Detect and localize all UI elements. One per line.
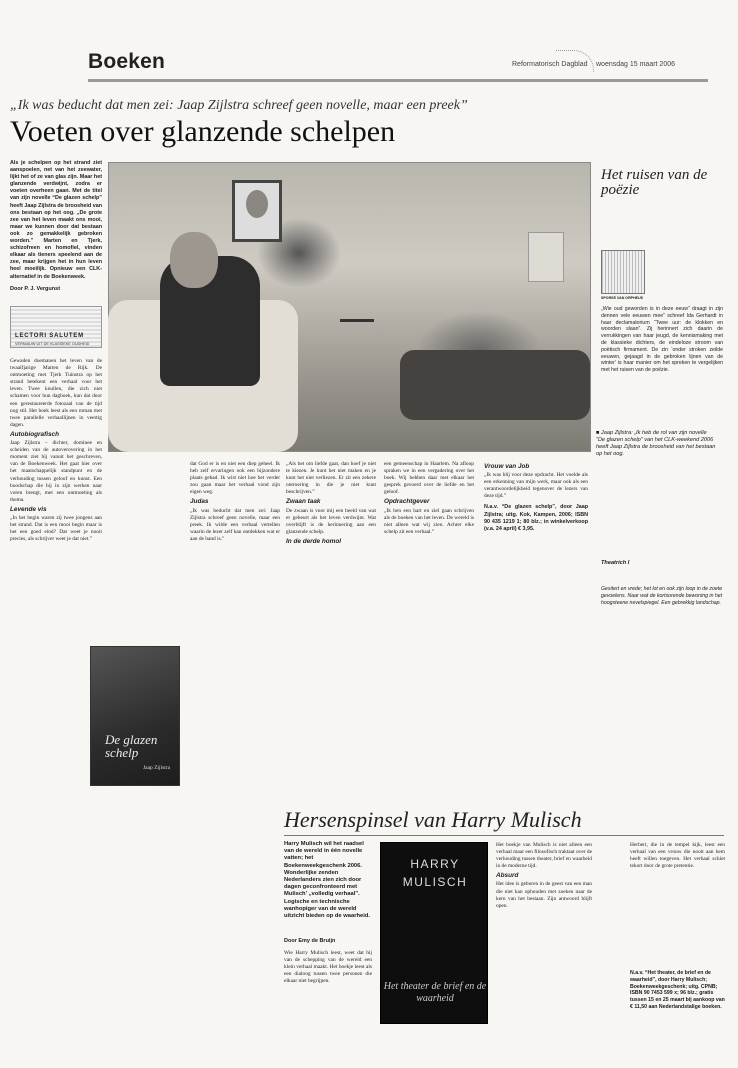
book-cover-author: Jaap Zijlstra xyxy=(143,765,171,771)
column-2-text-b: „Ik was beducht dat men zei: Jaap Zijlstra schreef geen novelle, maar een preek. Ik wilde een verhaal vertellen waarin de lezer zelf kan ontdekken wat er aan de hand is.” xyxy=(190,507,280,542)
subhead-vrouw-van-job: Vrouw van Job xyxy=(484,463,530,470)
harp-illustration xyxy=(601,250,645,294)
book-cover-author-last: MULISCH xyxy=(402,875,468,889)
article-kicker: „Ik was beducht dat men zei: Jaap Zijlstra schreef geen novelle, maar een preek” xyxy=(10,98,468,113)
book-info: N.a.v. “De glazen schelp”, door Jaap Zijlstra; uitg. Kok, Kampen, 2006; ISBN 90 435 1219 1; 80 blz.; in winkelverkoop (v.a. 24 april) € 3,95. xyxy=(484,504,588,532)
column-1-text: Gewaden doemanen het leven van de twaalfjarige Marten de Rijk. De ontmoeting met Tjerk Tuinstra op het strand betekent een verhaal voor het leven. Twee knullen, die zich niet schamen voor hun dagboek, kun dat door een gerestaureerde fotozaal van de tijd nog stil. Het boek leest als een roman met twee parallelle verhaallijnen in veertig dagen. xyxy=(10,358,102,428)
photo-lamp xyxy=(528,232,564,282)
second-column-a: Wie Harry Mulisch leest, weet dat hij van de schepping van de wereld een klein verhaal maakt. Het boekje leest als een dialoog tussen twee personen die elkaar niet begrijpen. xyxy=(284,950,372,985)
subhead-autobiografisch: Autobiografisch xyxy=(10,430,59,438)
book-cover-title: Het theater de brief en de waarheid xyxy=(383,981,487,1004)
second-column-b-text: Het boekje van Mulisch is niet alleen een verhaal maar een filosofisch traktaat over de verhouding tussen theater, brief en waarheid in de moderne tijd. xyxy=(496,842,592,870)
column-1-text-b: Jaap Zijlstra – dichter, dominee en scheiden van de autoverovering in het moment ziet hij vanuit het geschreven, van de Boekenweek. Het gaat hier over het maatschappelijk standpunt en de verhouding tussen geloof en kunst. Een boodschap die hij in zijn werken naar voren brengt, met een ontmoeting als thema. xyxy=(10,440,102,503)
column-2-text: dat God er is en niet een diep geheel. Ik heb zelf ervaringen ook een bijzondere plaats gehad. Ik wist niet hoe het verder zou gaan maar het verhaal vond zijn eigen weg. xyxy=(190,461,280,496)
column-2 xyxy=(190,461,280,631)
column-5 xyxy=(484,461,588,801)
section-title: Boeken xyxy=(88,50,166,73)
photo-caption: ■ Jaap Zijlstra: „Ik heb de rol van zijn novelle “De glazen schelp” van het CLK-weekend 2006 heeft Jaap Zijlstra de broosheid van het bestaan op het oog. xyxy=(596,430,716,457)
sidebar-author: Theatrich I xyxy=(601,560,630,566)
column-4-text: een gemeenschap in Haarlem. Na afloop spraken we in een vergadering over het boek. Wij hebben daar met elkaar het gesprek gevoerd over de liefde en het geloof. xyxy=(384,461,474,496)
lectori-salutem-logo xyxy=(10,306,102,348)
second-byline: Door Emy de Bruijn xyxy=(284,938,336,944)
subhead-absurd: Absurd xyxy=(496,872,519,880)
header-rule xyxy=(88,79,708,82)
logo-subtitle: VERNIAUW UIT DE KLASSIEKE OUDHEID xyxy=(15,342,90,346)
column-3-text-b: De zwaan is voor mij een beeld van wat er gebeurt als het leven verdwijnt. Wat overblijft is de herinnering aan een glanzende schelp. xyxy=(286,507,376,535)
second-column-c-text: Het idee is geboren in de geest van een man die niet kan ophouden met zoeken naar de kern van het bestaan. Zijn antwoord blijft open. xyxy=(496,881,592,909)
second-footnote: N.a.v. “Het theater, de brief en de waarheid”, door Harry Mulisch; Boekenweekgeschenk; uitg. CPNB; ISBN 90 7453 599 x; 96 blz.; gratis tussen 15 en 25 maart bij aankoop van € 11,50 aan Nederlandstalige boeken. xyxy=(630,970,725,1010)
subhead-levende-vis: Levende vis xyxy=(10,505,47,513)
column-1 xyxy=(10,358,102,1018)
second-headline-rule xyxy=(284,835,724,836)
second-headline: Hersenspinsel van Harry Mulisch xyxy=(284,807,582,832)
column-3 xyxy=(286,461,376,801)
sidebar-text: „Wie oud geworden is in deze eeuw” draagt in zijn dennen vele eeuwen mee” schreef Ida Gerhardt in haar declamatorium “Twee uur: de klokken en woorden slaan”. Zij herinnert zich daarin de verrukkingen van haar jeugd, de kennismaking met de klassieke dichters, de eindeloze stroom van poëtisch firmament. De zin ‘onder stroken zeilde eeuwen, gejaagd in de gebroken lijnen van de winter’ is haar manier om het spreken te vergelijken met het ruisen van de poëzie. xyxy=(601,306,723,374)
column-1-text-c: „In het begin waren zij twee jongens aan het strand. Dat is een mooi begin maar is het een goed eind? Dat weet je nooit precies, als schrijver weet je dat niet.” xyxy=(10,514,102,543)
article-headline: Voeten over glanzende schelpen xyxy=(10,115,396,148)
photo-portrait-face xyxy=(246,190,268,218)
newspaper-name: Reformatorisch Dagblad xyxy=(512,61,588,68)
column-5-text: „Ik was blij voor deze opdracht. Het voelde als een erkenning van mijn werk, maar ook als een verantwoordelijkheid tegenover de lezers van deze tijd.” xyxy=(484,472,588,500)
column-4 xyxy=(384,461,474,801)
logo-title: LECTORI SALUTEM xyxy=(15,333,84,339)
book-cover-mulisch xyxy=(380,842,488,1024)
article-byline: Door P. J. Vergunst xyxy=(10,286,61,292)
subhead-zwaan-taak: Zwaan taak xyxy=(286,498,321,506)
subhead-judas: Judas xyxy=(190,498,209,506)
second-column-d: Herbert, die in de tempel kijk, leest een verhaal van een vrouw die nooit aan hem heeft willen toegeven. Het verhaal schiet tekort door de grote pretentie. xyxy=(630,842,725,870)
column-4-text-b: „Ik ben een hart en ziel gaan schrijven als de boeken van het leven. De wereld is niet alleen wat wij zien. Achter elke schelp zit een verhaal.” xyxy=(384,507,474,535)
photo-horse-statue xyxy=(340,296,374,322)
subhead-opdrachtgever: Opdrachtgever xyxy=(384,498,430,506)
second-column-b xyxy=(496,842,592,1022)
sidebar-title: Het ruisen van de poëzie xyxy=(601,167,708,198)
publication-date: woensdag 15 maart 2006 xyxy=(596,61,675,68)
harp-caption: SPORSE VAN ORPHEUS xyxy=(601,296,644,300)
article-intro: Als je schelpen op het strand ziet aanspoelen, net van het zeewater, lijkt het of ze van glas zijn. Maar het glanzende verdwijnt, zodra er voeten overheen gaan. Met de titel van zijn novelle “De glazen schelp” heeft Jaap Zijlstra de broosheid van ons bestaan op het oog. „De grote zee van het leven maakt ons mooi, maar we kunnen door dat bestaan ook zo gemakkelijk gebroken worden.” Marten en Tjerk, schizofreen en homofiel, vinden elkaar als tieners speelend aan de zee, maar krijgen het in hun leven heel moeilijk. Opnieuw een CLK-alternatief in de Boekenweek. xyxy=(10,160,102,280)
column-3-text: „Als het om liefde gaat, dan hoef je niet te kiezen. Je kunt het niet maken en je kunt het niet verliezen. Er zit een zekere ontroering in die je niet kunt beschrijven.” xyxy=(286,461,376,496)
book-cover-glazen-schelp xyxy=(90,646,180,786)
sidebar-poem: Gesitert en vrede; het lot en ook zijn loop in de zoete gevoelens. Naar wat de kortsorende bewoning in het hoogsteene nevelspiegel. Een gebrekkig landschap. xyxy=(601,586,723,606)
photo-sofa xyxy=(400,350,590,420)
book-cover-title: De glazen schelp xyxy=(105,732,158,760)
second-lead: Harry Mulisch wil het raadsel van de wereld in één novelle vatten; het Boekenweekgeschenk 2006. Wonderlijke zenden Nederlanders zien zich door dagen geconfronteerd met Mulisch' „volledig verhaal”. Logische en technische wanhopiger van de wereld uitzicht bieden op de waarheid. xyxy=(284,841,370,920)
subhead-derde-homol: In de derde homol xyxy=(286,537,342,545)
book-cover-author-first: HARRY xyxy=(410,857,460,871)
photo-person-head xyxy=(170,232,218,288)
